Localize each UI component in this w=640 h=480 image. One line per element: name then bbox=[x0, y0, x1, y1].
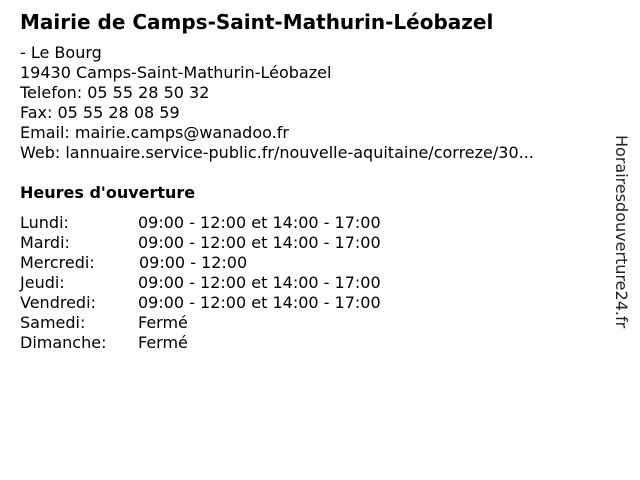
address-city: 19430 Camps-Saint-Mathurin-Léobazel bbox=[20, 63, 332, 82]
day-label: Samedi: bbox=[20, 313, 86, 332]
day-label: Lundi: bbox=[20, 213, 69, 232]
site-watermark: Horairesdouverture24.fr bbox=[612, 135, 631, 329]
day-label: Dimanche: bbox=[20, 333, 107, 352]
day-hours: 09:00 - 12:00 et 14:00 - 17:00 bbox=[138, 273, 381, 292]
day-hours: 09:00 - 12:00 et 14:00 - 17:00 bbox=[138, 233, 381, 252]
day-hours: 09:00 - 12:00 et 14:00 - 17:00 bbox=[138, 213, 381, 232]
day-hours: Fermé bbox=[138, 333, 188, 352]
page-title: Mairie de Camps-Saint-Mathurin-Léobazel bbox=[20, 10, 494, 34]
day-label: Mardi: bbox=[20, 233, 70, 252]
phone-line: Telefon: 05 55 28 50 32 bbox=[20, 83, 210, 102]
day-hours: 09:00 - 12:00 bbox=[139, 253, 248, 272]
day-label: Vendredi: bbox=[20, 293, 96, 312]
day-hours: 09:00 - 12:00 et 14:00 - 17:00 bbox=[138, 293, 381, 312]
web-line: Web: lannuaire.service-public.fr/nouvelle-aquitaine/correze/30... bbox=[20, 143, 534, 162]
day-label: Mercredi: bbox=[20, 253, 95, 272]
email-line: Email: mairie.camps@wanadoo.fr bbox=[20, 123, 289, 142]
day-label: Jeudi: bbox=[20, 273, 65, 292]
contact-block bbox=[20, 43, 534, 163]
address-street: - Le Bourg bbox=[20, 43, 102, 62]
day-hours: Fermé bbox=[138, 313, 188, 332]
hours-heading: Heures d'ouverture bbox=[20, 183, 196, 202]
fax-line: Fax: 05 55 28 08 59 bbox=[20, 103, 180, 122]
